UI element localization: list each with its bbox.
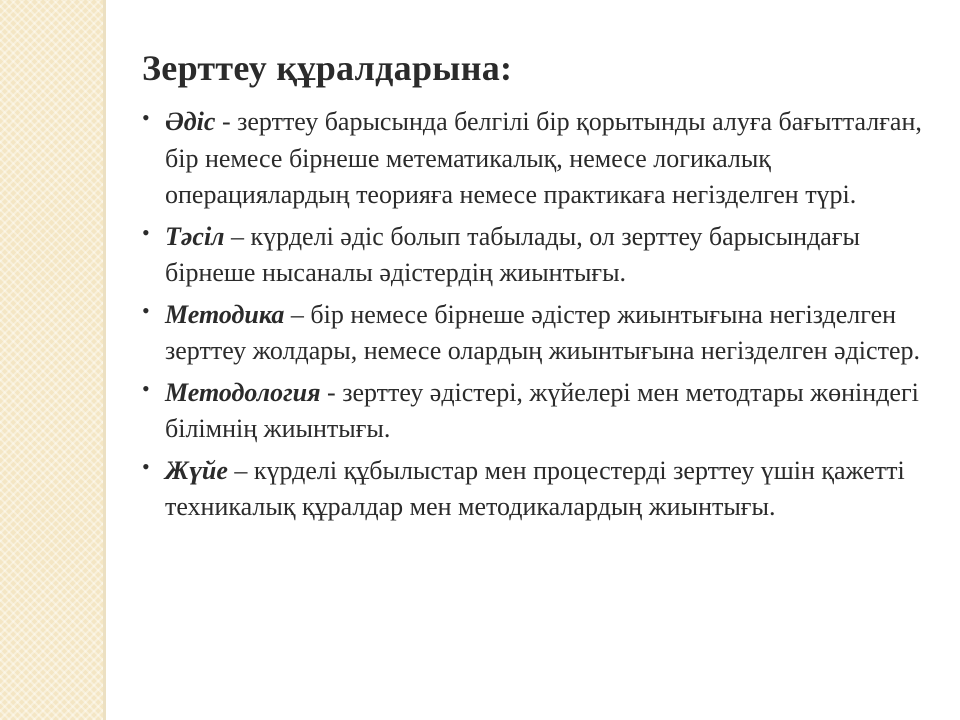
list-item [142, 297, 932, 370]
list-item [142, 219, 932, 292]
definition-list [142, 104, 932, 526]
decorative-side-pattern [0, 0, 103, 720]
definition-text: – күрделі құбылыстар мен процестерді зерттеу үшін қажетті техникалық құралдар мен методикалардың жиынтығы. [165, 455, 905, 521]
definition-text: – бір немесе бірнеше әдістер жиынтығына негізделген зерттеу жолдары, немесе олардың жиынтығына негізделген әдістер. [165, 299, 920, 365]
term: Тәсіл [165, 221, 225, 251]
definition-text: - зерттеу барысында белгілі бір қорытынды алуға бағытталған, бір немесе бірнеше метематикалық, немесе логикалық операциялардың теорияға немесе практикаға негізделген түрі. [165, 107, 922, 209]
definition-text: – күрделі әдіс болып табылады, ол зерттеу барысындағы бірнеше нысаналы әдістердің жиынтығы. [165, 221, 860, 287]
term: Жүйе [165, 455, 228, 485]
bullet-icon: • [142, 297, 150, 323]
bullet-icon: • [142, 375, 150, 401]
bullet-icon: • [142, 105, 150, 130]
term: Методология [165, 377, 321, 407]
slide-title: Зерттеу құралдарына: [142, 48, 513, 88]
term: Әдіс [165, 107, 216, 136]
side-divider [103, 0, 106, 720]
list-item [142, 104, 932, 214]
list-item [142, 453, 932, 526]
list-item [142, 375, 932, 448]
definition-text: - зерттеу әдістері, жүйелері мен методтары жөніндегі білімнің жиынтығы. [165, 377, 919, 443]
bullet-icon: • [142, 453, 150, 479]
term: Методика [165, 299, 285, 329]
slide-content [142, 40, 932, 531]
bullet-icon: • [142, 219, 150, 245]
